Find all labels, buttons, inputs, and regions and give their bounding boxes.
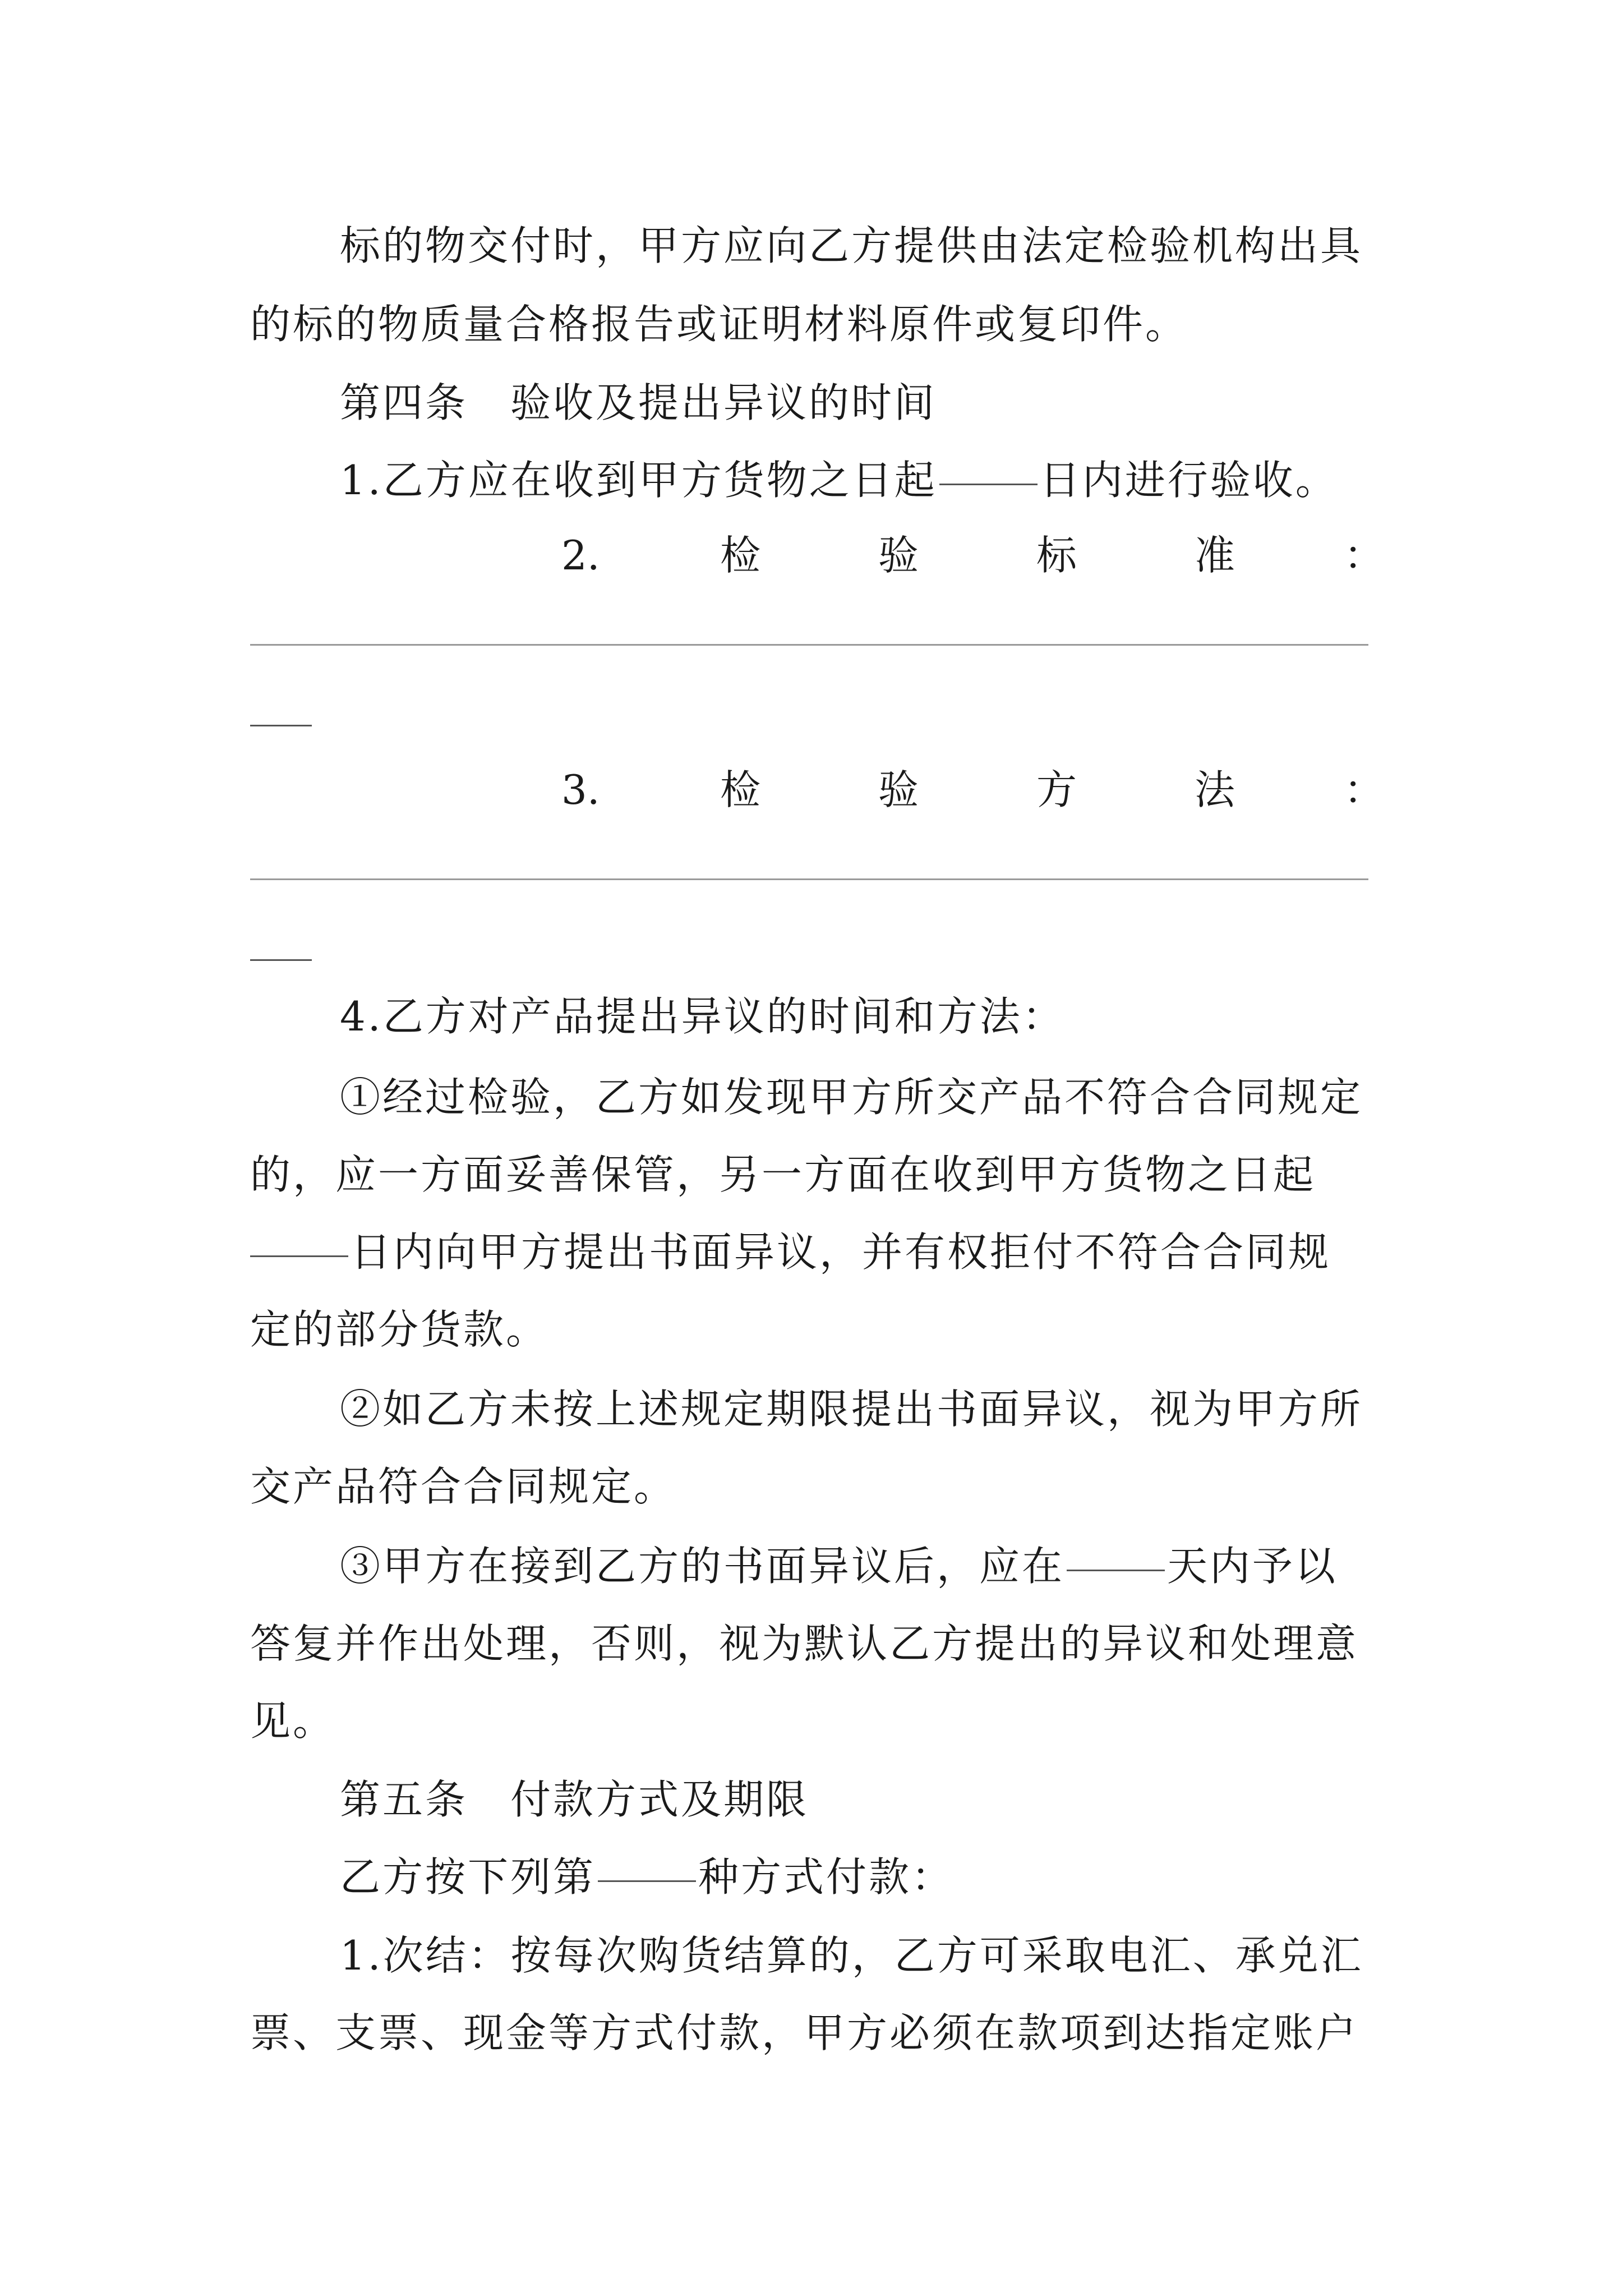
spread-char: 准 — [1195, 532, 1235, 579]
paragraph-line: 定的部分货款。 — [250, 1306, 549, 1353]
fill-in-rule — [250, 878, 1368, 880]
fill-in-rule-end — [250, 959, 312, 961]
item-number: 3. — [561, 766, 600, 813]
fill-in-rule-end — [250, 725, 312, 726]
fill-in-blank — [939, 481, 1038, 485]
paragraph-line — [250, 1843, 1394, 1911]
spread-char: 方 — [1036, 766, 1077, 813]
clause-text: 1.乙方应在收到甲方货物之日起 — [340, 457, 937, 504]
paragraph-line: 票、支票、现金等方式付款，甲方必须在款项到达指定账户 — [250, 2009, 1359, 2056]
paragraph-line: 标的物交付时，甲方应向乙方提供由法定检验机构出具 — [340, 222, 1363, 269]
article-five-heading: 第五条 付款方式及期限 — [340, 1776, 809, 1823]
colon: ： — [1344, 766, 1385, 813]
paragraph-line: 见。 — [250, 1697, 336, 1745]
clause-text: 天内予以 — [1167, 1543, 1338, 1590]
spread-char: 标 — [1036, 532, 1077, 579]
fill-in-rule — [250, 644, 1368, 646]
paragraph-line — [250, 1218, 1394, 1286]
fill-in-blank — [250, 1253, 348, 1257]
paragraph-line: 交产品符合合同规定。 — [250, 1463, 677, 1510]
clause-text: 种方式付款： — [698, 1853, 955, 1901]
item-number: 2. — [561, 532, 600, 579]
article-four-heading: 第四条 验收及提出异议的时间 — [340, 379, 937, 426]
spread-char: 检 — [720, 766, 761, 813]
paragraph-line — [250, 1533, 1394, 1600]
paragraph-line: 的标的物质量合格报告或证明材料原件或复印件。 — [250, 301, 1188, 348]
spread-char: 检 — [720, 532, 761, 579]
inspection-method-line — [250, 756, 1394, 823]
fill-in-blank — [1067, 1567, 1165, 1571]
clause-text: 日内进行验收。 — [1039, 457, 1338, 504]
spread-char: 验 — [878, 532, 919, 579]
clause-text: 日内向甲方提出书面异议，并有权拒付不符合合同规 — [351, 1228, 1331, 1276]
paragraph-line: ②如乙方未按上述规定期限提出书面异议，视为甲方所 — [340, 1386, 1363, 1433]
paragraph-line: 答复并作出处理，否则，视为默认乙方提出的异议和处理意 — [250, 1620, 1359, 1667]
paragraph-line — [250, 447, 1394, 514]
paragraph-line: 的，应一方面妥善保管，另一方面在收到甲方货物之日起 — [250, 1151, 1316, 1198]
paragraph-line: 1.次结：按每次购货结算的，乙方可采取电汇、承兑汇 — [340, 1932, 1363, 1979]
inspection-standard-line — [250, 522, 1394, 589]
spread-char: 法 — [1195, 766, 1235, 813]
paragraph-line: 4.乙方对产品提出异议的时间和方法： — [340, 993, 1065, 1040]
spread-char: 验 — [878, 766, 919, 813]
clause-text: 乙方按下列第 — [340, 1853, 596, 1901]
colon: ： — [1344, 532, 1385, 579]
paragraph-line: ①经过检验，乙方如发现甲方所交产品不符合合同规定 — [340, 1074, 1363, 1121]
fill-in-blank — [598, 1878, 696, 1882]
clause-text: ③甲方在接到乙方的书面异议后，应在 — [340, 1543, 1065, 1590]
